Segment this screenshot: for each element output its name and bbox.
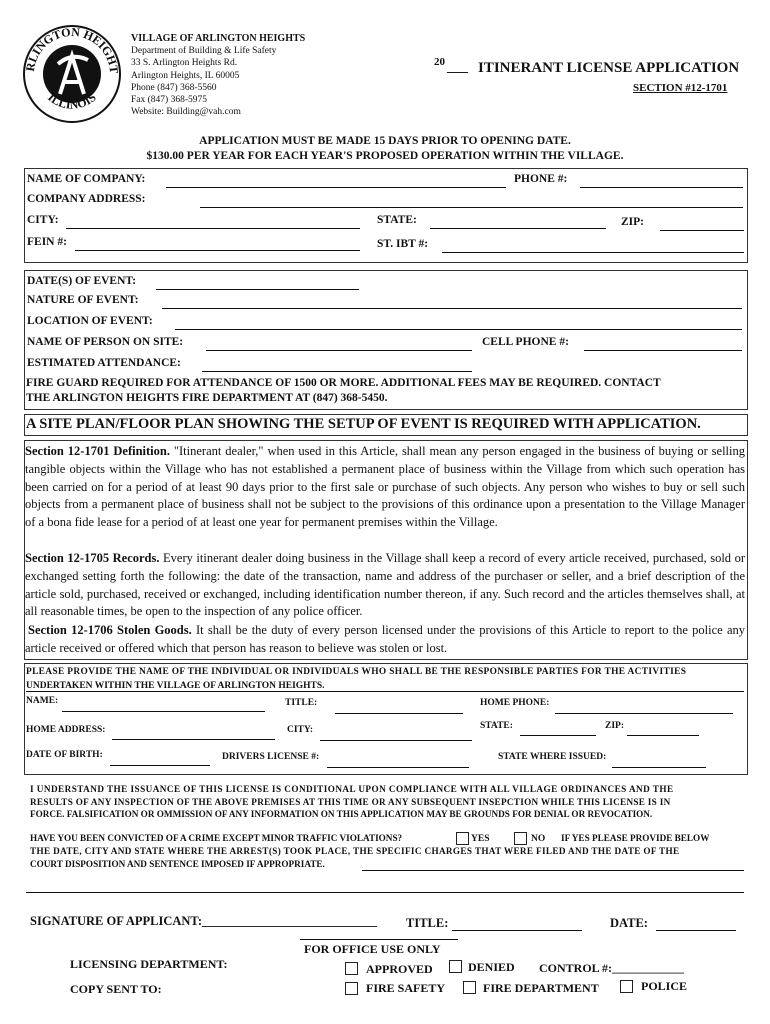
st-ibt-label: ST. IBT #: — [377, 238, 429, 250]
fire-department-label: FIRE DEPARTMENT — [483, 981, 599, 995]
section-stolen-goods-heading: Section 12-1706 Stolen Goods. — [28, 623, 192, 637]
conviction-no-checkbox[interactable] — [514, 832, 527, 845]
street-address: 33 S. Arlington Heights Rd. — [131, 58, 238, 69]
attendance-field[interactable] — [202, 371, 472, 372]
copy-sent-to-label: COPY SENT TO: — [70, 982, 162, 996]
resp-home-phone-field[interactable] — [555, 713, 733, 714]
conviction-yes-label: YES — [471, 834, 490, 844]
resp-dob-field[interactable] — [110, 765, 210, 766]
signature-field[interactable]: ____________________________ — [202, 914, 378, 928]
section-stolen-goods-body: It shall be the duty of every person licensed under the provisions of this Article to report to the police any article received or offered which that person has reason to believe was stolen or lost. — [25, 623, 745, 655]
conviction-tail: IF YES PLEASE PROVIDE BELOW — [561, 833, 710, 843]
company-address-label: COMPANY ADDRESS: — [27, 193, 146, 205]
company-address-field[interactable] — [200, 207, 743, 208]
resp-license-label: DRIVERS LICENSE #: — [222, 752, 320, 762]
st-ibt-field[interactable] — [442, 252, 744, 253]
person-on-site-label: NAME OF PERSON ON SITE: — [27, 336, 184, 348]
conviction-line-2: THE DATE, CITY AND STATE WHERE THE ARREST(S) TOOK PLACE, THE SPECIFIC CHARGES THAT WERE FILED AND THE DATE OF THE — [30, 846, 680, 856]
fax-number: Fax (847) 368-5975 — [131, 95, 207, 106]
department-name: Department of Building & Life Safety — [131, 46, 277, 57]
signature-label: SIGNATURE OF APPLICANT: — [30, 914, 203, 928]
year-prefix: 20 — [434, 56, 445, 68]
approved-checkbox[interactable] — [345, 962, 358, 975]
section-definition — [25, 443, 745, 532]
office-rule — [300, 939, 458, 940]
company-city-field[interactable] — [66, 228, 360, 229]
responsible-intro-2: UNDERTAKEN WITHIN THE VILLAGE OF ARLINGTON HEIGHTS. — [26, 681, 325, 691]
resp-home-phone-label: HOME PHONE: — [480, 698, 550, 708]
understand-line-3: FORCE. FALSIFICATION OR OMMISSION OF ANY INFORMATION ON THIS APPLICATION MAY BE GROUNDS FOR DENIAL OR REVOCATION. — [30, 809, 653, 819]
svg-text:ILLINOIS: ILLINOIS — [45, 90, 99, 112]
police-checkbox[interactable] — [620, 980, 633, 993]
resp-dob-label: DATE OF BIRTH: — [26, 750, 103, 760]
fire-guard-note-2: THE ARLINGTON HEIGHTS FIRE DEPARTMENT AT (847) 368-5450. — [26, 392, 388, 404]
event-nature-field[interactable] — [162, 308, 742, 309]
svg-text:ARLINGTON HEIGHTS: RLINGTON HEIGHT — [22, 24, 122, 75]
city-address: Arlington Heights, IL 60005 — [131, 70, 240, 81]
year-blank[interactable]: ___ — [447, 60, 468, 75]
resp-name-label: NAME: — [26, 696, 59, 706]
fire-safety-label: FIRE SAFETY — [366, 981, 446, 995]
signature-title-field[interactable] — [452, 930, 582, 931]
website: Website: Building@vah.com — [131, 107, 241, 118]
resp-city-field[interactable] — [320, 740, 472, 741]
event-nature-label: NATURE OF EVENT: — [27, 294, 139, 306]
resp-zip-label: ZIP: — [605, 721, 624, 731]
approved-label: APPROVED — [366, 962, 433, 976]
responsible-divider — [26, 691, 744, 692]
company-name-field[interactable] — [166, 187, 506, 188]
section-records-body: Every itinerant dealer doing business in the Village shall keep a record of every article received, purchased, sold or exchanged setting forth the following: the date of the transaction, name and address of the purchaser or seller, and a brief description of the article sold, purchased, received or exchanged, including identification number thereon, if any. Such record and the articles themselves shall, at all reasonable times, be open to the inspection of any police officer. — [25, 551, 745, 619]
police-label: POLICE — [641, 979, 688, 993]
conviction-question: HAVE YOU BEEN CONVICTED OF A CRIME EXCEPT MINOR TRAFFIC VIOLATIONS? — [30, 833, 403, 843]
denied-checkbox[interactable] — [449, 960, 462, 973]
attendance-label: ESTIMATED ATTENDANCE: — [27, 357, 181, 369]
site-plan-text: A SITE PLAN/FLOOR PLAN SHOWING THE SETUP OF EVENT IS REQUIRED WITH APPLICATION. — [26, 416, 701, 432]
signature-date-field[interactable] — [656, 930, 736, 931]
company-name-label: NAME OF COMPANY: — [27, 173, 146, 185]
office-heading: FOR OFFICE USE ONLY — [304, 942, 441, 956]
form-title: ITINERANT LICENSE APPLICATION — [478, 60, 740, 76]
company-state-field[interactable] — [430, 228, 606, 229]
conviction-line-3: COURT DISPOSITION AND SENTENCE IMPOSED IF APPROPRIATE. — [30, 859, 325, 869]
fein-label: FEIN #: — [27, 236, 67, 248]
control-label: CONTROL #: — [539, 961, 613, 975]
company-zip-field[interactable] — [660, 230, 744, 231]
section-stolen-goods — [25, 622, 745, 658]
conviction-yes-checkbox[interactable] — [456, 832, 469, 845]
control-number — [539, 961, 684, 976]
village-address-block — [131, 33, 305, 118]
licensing-department-label: LICENSING DEPARTMENT: — [70, 957, 228, 971]
fire-guard-note-1: FIRE GUARD REQUIRED FOR ATTENDANCE OF 1500 OR MORE. ADDITIONAL FEES MAY BE REQUIRED. CONTACT — [26, 377, 661, 389]
section-records — [25, 550, 745, 621]
resp-title-label: TITLE: — [285, 698, 318, 708]
fein-field[interactable] — [75, 250, 360, 251]
section-definition-heading: Section 12-1701 Definition. — [25, 444, 170, 458]
responsible-section — [24, 663, 748, 775]
event-dates-field[interactable] — [156, 289, 359, 290]
company-phone-label: PHONE #: — [514, 173, 568, 185]
event-location-label: LOCATION OF EVENT: — [27, 315, 153, 327]
understand-line-2: RESULTS OF ANY INSPECTION OF THE ABOVE PREMISES AT THIS TIME OR ANY SUBSEQUENT INSEPCTION WHILE THIS LICENSE IS IN — [30, 797, 671, 807]
resp-state-issued-field[interactable] — [612, 767, 706, 768]
resp-address-field[interactable] — [112, 739, 275, 740]
event-location-field[interactable] — [175, 329, 742, 330]
cell-phone-label: CELL PHONE #: — [482, 336, 569, 348]
resp-state-label: STATE: — [480, 721, 513, 731]
resp-state-field[interactable] — [520, 735, 596, 736]
person-on-site-field[interactable] — [206, 350, 472, 351]
resp-zip-field[interactable] — [627, 735, 699, 736]
section-definition-body: "Itinerant dealer," when used in this Article, shall mean any person engaged in the business of buying or selling tangible objects within the Village who has not established a permanent place of business within the Village from which such operation has been carried on for a period of at least 90 days prior to the first sale or purchase of such objects. Any person who wishes to buy or sell such objects from a permanent place of business shall not be subject to the provisions of this ordinance upon a presentation to the Village Manager of a bona fide lease for a period of at least one year for permanent premises within the Village. — [25, 444, 745, 530]
fire-department-checkbox[interactable] — [463, 981, 476, 994]
fire-safety-checkbox[interactable] — [345, 982, 358, 995]
denied-label: DENIED — [468, 960, 515, 974]
responsible-intro-1: PLEASE PROVIDE THE NAME OF THE INDIVIDUAL OR INDIVIDUALS WHO SHALL BE THE RESPONSIBLE PARTIES FOR THE ACTIVITIES — [26, 667, 687, 677]
conviction-no-label: NO — [531, 834, 546, 844]
signature-date-label: DATE: — [610, 916, 648, 930]
notice-line-1: APPLICATION MUST BE MADE 15 DAYS PRIOR TO OPENING DATE. — [199, 135, 571, 147]
resp-state-issued-label: STATE WHERE ISSUED: — [498, 752, 607, 762]
cell-phone-field[interactable] — [584, 350, 742, 351]
notice-line-2: $130.00 PER YEAR FOR EACH YEAR'S PROPOSED OPERATION WITHIN THE VILLAGE. — [146, 150, 624, 162]
resp-city-label: CITY: — [287, 725, 314, 735]
seal-graphic — [22, 24, 122, 124]
conviction-details-field-2[interactable] — [26, 892, 744, 893]
control-field[interactable]: ____________ — [612, 961, 685, 975]
form-section: SECTION #12-1701 — [633, 82, 728, 94]
signature-line — [30, 914, 377, 929]
village-seal — [22, 24, 122, 124]
village-name: VILLAGE OF ARLINGTON HEIGHTS — [131, 33, 306, 44]
company-state-label: STATE: — [377, 214, 417, 226]
event-dates-label: DATE(S) OF EVENT: — [27, 275, 137, 287]
company-zip-label: ZIP: — [621, 216, 644, 228]
resp-license-field[interactable] — [327, 767, 469, 768]
resp-name-field[interactable] — [62, 711, 265, 712]
phone-number: Phone (847) 368-5560 — [131, 82, 217, 93]
company-city-label: CITY: — [27, 214, 59, 226]
signature-title-label: TITLE: — [406, 916, 449, 930]
understand-line-1: I UNDERSTAND THE ISSUANCE OF THIS LICENSE IS CONDITIONAL UPON COMPLIANCE WITH ALL VILLAGE ORDINANCES AND THE — [30, 784, 674, 794]
resp-title-field[interactable] — [335, 713, 463, 714]
conviction-details-field-1[interactable] — [362, 870, 744, 871]
section-records-heading: Section 12-1705 Records. — [25, 551, 160, 565]
resp-address-label: HOME ADDRESS: — [26, 725, 106, 735]
company-phone-field[interactable] — [580, 187, 743, 188]
